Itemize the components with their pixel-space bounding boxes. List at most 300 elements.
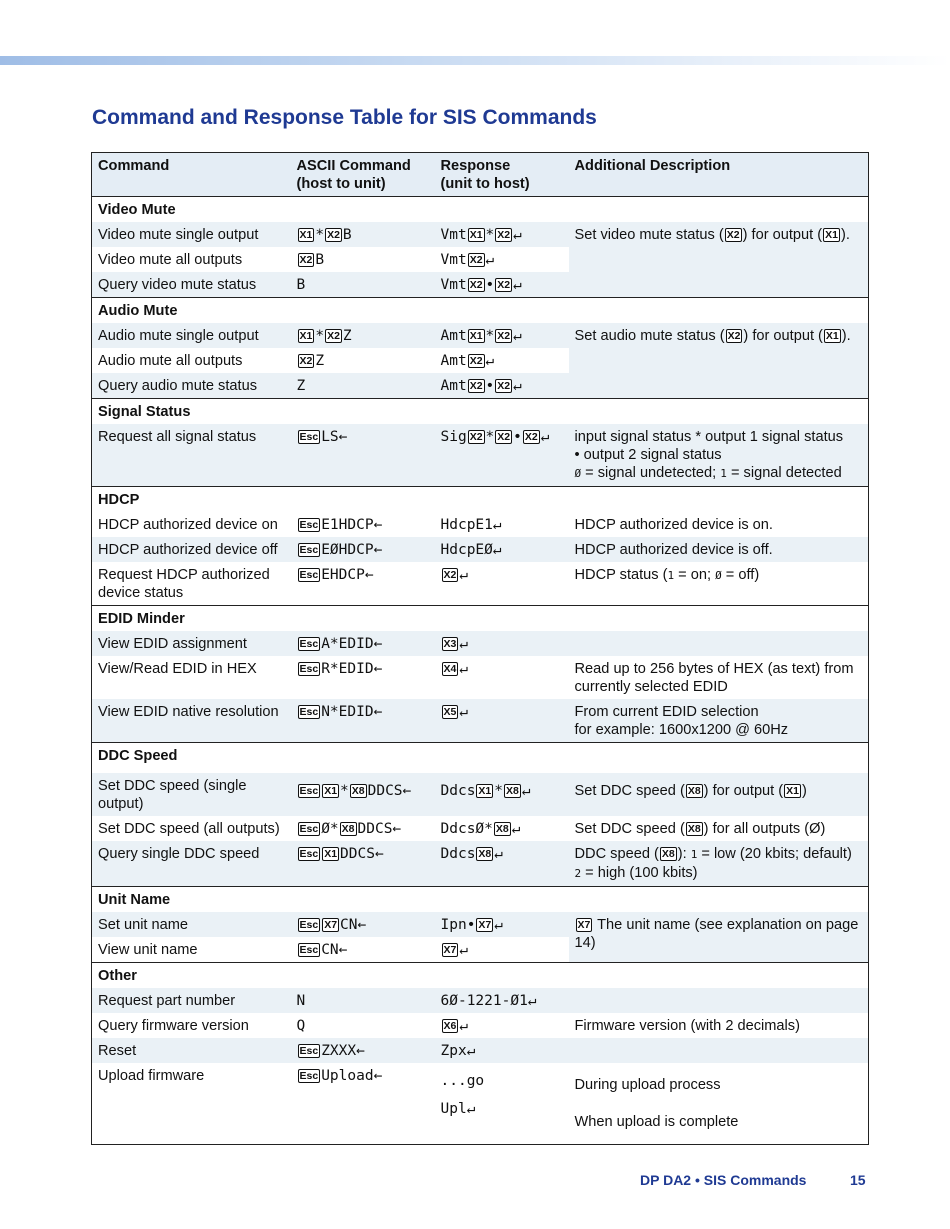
- table-row: [92, 222, 869, 247]
- table-header-row: [92, 153, 869, 197]
- cell-text: Vmt: [440, 252, 467, 268]
- table-cell: [435, 222, 569, 247]
- variable-key-box: X2: [497, 431, 511, 443]
- section-header: [92, 887, 869, 913]
- cell-text: ↵: [511, 821, 521, 837]
- table-cell: [291, 937, 435, 963]
- table-cell: Signal Status: [92, 399, 869, 425]
- variable-key-box: X8: [341, 823, 355, 835]
- table-cell: Set DDC speed (single output): [92, 773, 291, 816]
- table-cell: [435, 773, 569, 816]
- table-cell: [569, 816, 869, 841]
- variable-key-box: X2: [726, 229, 740, 241]
- cell-text: ←: [374, 846, 384, 862]
- table-cell: [291, 222, 435, 247]
- variable-key-box: X5: [443, 706, 457, 718]
- cell-text: ↵: [527, 993, 537, 1009]
- cell-text: Set DDC speed (: [574, 783, 685, 799]
- table-cell: Reset: [92, 1038, 291, 1063]
- table-row: [92, 424, 869, 487]
- variable-key-box: X1: [469, 330, 483, 342]
- col-header-description: [569, 153, 869, 197]
- cell-text: ) for output (: [742, 227, 823, 243]
- table-cell: [569, 562, 869, 606]
- cell-text: DDCS: [340, 846, 375, 862]
- cell-text: ←: [338, 942, 348, 958]
- section-header: [92, 487, 869, 513]
- cell-text: *: [315, 227, 325, 243]
- table-cell: Set unit name: [92, 912, 291, 937]
- variable-key-box: X2: [497, 380, 511, 392]
- cell-text: Set DDC speed (: [574, 821, 685, 837]
- variable-key-box: Esc: [299, 519, 319, 531]
- table-cell: [435, 247, 569, 272]
- table-cell: [569, 988, 869, 1013]
- table-cell: Video Mute: [98, 202, 176, 218]
- variable-key-box: Esc: [299, 544, 319, 556]
- table-cell: [291, 512, 435, 537]
- variable-key-box: Esc: [299, 944, 319, 956]
- col-header-response: [435, 153, 569, 197]
- variable-key-box: Esc: [299, 785, 319, 797]
- cell-text: ↵: [513, 277, 522, 293]
- variable-key-box: X4: [443, 663, 457, 675]
- table-cell: [435, 988, 569, 1013]
- variable-key-box: X2: [443, 569, 457, 581]
- cell-text: ↵: [459, 567, 469, 583]
- variable-key-box: Esc: [299, 1070, 319, 1082]
- sis-command-table: [91, 152, 869, 1145]
- variable-key-box: Esc: [299, 1045, 319, 1057]
- cell-text: ←: [392, 821, 402, 837]
- cell-text: ).: [841, 328, 851, 344]
- cell-text: ↵: [494, 846, 503, 862]
- cell-text: Set video mute status (: [574, 227, 724, 243]
- table-cell: Audio Mute: [92, 298, 869, 324]
- variable-key-box: X8: [687, 785, 701, 797]
- cell-text: ←: [402, 783, 412, 799]
- cell-text: Amt: [440, 353, 467, 369]
- table-cell: [435, 1063, 569, 1145]
- cell-text: Additional Description: [574, 158, 731, 174]
- cell-text: (host to unit): [296, 176, 386, 192]
- table-cell: [435, 323, 569, 348]
- table-cell: Firmware version (with 2 decimals): [574, 1018, 800, 1034]
- table-row: [92, 1013, 869, 1038]
- cell-text: = low (20 kbits; default): [697, 846, 852, 862]
- page-title: Command and Response Table for SIS Commands: [92, 106, 597, 129]
- table-cell: Read up to 256 bytes of HEX (as text) from currently selected EDID: [574, 661, 854, 695]
- cell-text: Upl: [440, 1101, 467, 1117]
- cell-text: When upload is complete: [574, 1114, 739, 1130]
- table-cell: [291, 348, 435, 373]
- cell-text: B: [315, 252, 325, 268]
- table-cell: [569, 424, 869, 487]
- cell-text: Ø: [574, 467, 582, 480]
- table-cell: [435, 1038, 569, 1063]
- cell-text: Ø: [715, 569, 722, 582]
- variable-key-box: X7: [478, 919, 492, 931]
- cell-text: CN: [340, 917, 358, 933]
- variable-key-box: X1: [825, 330, 839, 342]
- table-row: [92, 841, 869, 887]
- table-cell: Q: [296, 1018, 306, 1034]
- table-row: [92, 912, 869, 937]
- variable-key-box: X2: [469, 355, 483, 367]
- section-header: [92, 743, 869, 774]
- table-cell: View EDID native resolution: [92, 699, 291, 743]
- variable-key-box: X1: [324, 785, 338, 797]
- cell-text: •: [485, 277, 495, 293]
- table-cell: Query firmware version: [98, 1018, 249, 1034]
- cell-text: = off): [721, 567, 760, 583]
- cell-text: ↵: [485, 353, 495, 369]
- variable-key-box: X7: [324, 919, 338, 931]
- table-cell: [435, 512, 569, 537]
- variable-key-box: Esc: [299, 663, 319, 675]
- table-cell: [435, 1013, 569, 1038]
- table-cell: [569, 631, 869, 656]
- table-cell: EDID Minder: [92, 606, 869, 632]
- table-cell: [435, 562, 569, 606]
- cell-text: N*EDID: [321, 704, 374, 720]
- variable-key-box: X8: [687, 823, 701, 835]
- cell-text: From current EDID selection: [574, 704, 759, 720]
- variable-key-box: X2: [469, 431, 483, 443]
- table-cell: [291, 816, 435, 841]
- table-cell: HDCP authorized device on: [98, 517, 278, 533]
- cell-text: ↵: [540, 429, 550, 445]
- table-cell: [569, 773, 869, 816]
- table-cell: [291, 247, 435, 272]
- cell-text: 1: [690, 848, 698, 861]
- table-cell: DDC Speed: [92, 743, 869, 774]
- section-header: [92, 197, 869, 223]
- variable-key-box: X2: [524, 431, 538, 443]
- table-cell: N: [291, 988, 435, 1013]
- cell-text: LS: [321, 429, 339, 445]
- variable-key-box: X2: [327, 229, 340, 241]
- cell-text: ↵: [459, 1018, 469, 1034]
- variable-key-box: Esc: [299, 919, 319, 931]
- table-cell: [435, 937, 569, 963]
- cell-text: ↵: [513, 378, 522, 394]
- table-row: [92, 699, 869, 743]
- cell-text: ←: [356, 1043, 365, 1059]
- variable-key-box: X8: [495, 823, 509, 835]
- table-cell: Query audio mute status: [92, 373, 291, 399]
- variable-key-box: X2: [299, 355, 313, 367]
- cell-text: ASCII Command: [296, 158, 411, 174]
- variable-key-box: X8: [351, 785, 365, 797]
- cell-text: ↵: [459, 661, 469, 677]
- table-cell: Upload firmware: [98, 1068, 205, 1084]
- variable-key-box: X6: [443, 1020, 457, 1032]
- cell-text: The unit name (see explanation on page 14): [574, 917, 859, 951]
- table-cell: [435, 424, 569, 487]
- table-row: [92, 537, 869, 562]
- cell-text: HDCP status (: [574, 567, 668, 583]
- cell-text: ↵: [513, 328, 522, 344]
- table-cell: [569, 323, 869, 399]
- table-cell: [291, 699, 435, 743]
- cell-text: ↵: [459, 942, 469, 958]
- table-cell: Request all signal status: [92, 424, 291, 487]
- table-cell: Z: [291, 373, 435, 399]
- variable-key-box: X8: [506, 785, 519, 797]
- table-cell: Audio mute single output: [92, 323, 291, 348]
- header-gradient-bar: [0, 56, 950, 65]
- table-cell: [435, 816, 569, 841]
- table-row: [92, 1038, 869, 1063]
- cell-text: E1HDCP: [321, 517, 374, 533]
- table-cell: [435, 841, 569, 887]
- cell-text: Vmt: [440, 277, 467, 293]
- cell-text: ZXXX: [321, 1043, 357, 1059]
- cell-text: ) for output (: [743, 328, 823, 344]
- cell-text: ...go: [440, 1073, 485, 1089]
- table-cell: Request HDCP authorized device status: [98, 567, 270, 601]
- cell-text: ↵: [459, 704, 469, 720]
- variable-key-box: Esc: [299, 848, 319, 860]
- variable-key-box: X1: [299, 229, 313, 241]
- cell-text: input signal status * output 1 signal status: [574, 429, 844, 445]
- cell-text: B: [342, 227, 352, 243]
- cell-text: = on;: [674, 567, 716, 583]
- variable-key-box: Esc: [299, 638, 319, 650]
- section-header: [92, 298, 869, 324]
- section-header: [92, 606, 869, 632]
- cell-text: Vmt: [440, 227, 467, 243]
- cell-text: ↵: [466, 1101, 476, 1117]
- table-cell: [291, 537, 435, 562]
- cell-text: ) for output (: [703, 783, 784, 799]
- table-row: [92, 988, 869, 1013]
- table-row: [92, 1063, 869, 1145]
- cell-text: During upload process: [574, 1077, 721, 1093]
- table-cell: [291, 323, 435, 348]
- cell-text: ←: [338, 429, 348, 445]
- variable-key-box: X1: [478, 785, 492, 797]
- cell-text: ).: [840, 227, 850, 243]
- table-cell: [569, 699, 869, 743]
- table-cell: [435, 373, 569, 399]
- table-cell: [291, 912, 435, 937]
- variable-key-box: X2: [469, 279, 483, 291]
- cell-text: Z: [315, 353, 325, 369]
- variable-key-box: X7: [577, 919, 591, 931]
- cell-text: ←: [373, 517, 383, 533]
- cell-text: ←: [357, 917, 367, 933]
- cell-text: ←: [373, 636, 383, 652]
- table-cell: [291, 562, 435, 606]
- table-cell: HDCP authorized device is off.: [569, 537, 869, 562]
- table-cell: [435, 912, 569, 937]
- table-cell: Query video mute status: [92, 272, 291, 298]
- table-row: [92, 562, 869, 606]
- cell-text: DDCS: [367, 783, 403, 799]
- cell-text: ←: [373, 1068, 383, 1084]
- section-header: [92, 399, 869, 425]
- variable-key-box: X3: [443, 638, 457, 650]
- variable-key-box: X2: [727, 330, 741, 342]
- table-cell: [291, 1063, 435, 1145]
- cell-text: Ø*: [321, 821, 339, 837]
- table-cell: View unit name: [98, 942, 198, 958]
- cell-text: (unit to host): [440, 176, 530, 192]
- cell-text: HdcpE1: [440, 517, 493, 533]
- cell-text: = signal detected: [726, 465, 842, 481]
- cell-text: 1: [667, 569, 675, 582]
- cell-text: *: [485, 328, 495, 344]
- cell-text: = high (100 kbits): [581, 865, 698, 881]
- table-cell: [435, 272, 569, 298]
- table-cell: [435, 656, 569, 699]
- cell-text: Ipn•: [440, 917, 476, 933]
- cell-text: ←: [373, 661, 383, 677]
- table-cell: Set DDC speed (all outputs): [98, 821, 280, 837]
- cell-text: ↵: [492, 517, 502, 533]
- cell-text: Zpx: [440, 1043, 467, 1059]
- cell-text: *: [340, 783, 349, 799]
- footer-doc-title: DP DA2 • SIS Commands: [640, 1172, 807, 1188]
- variable-key-box: Esc: [299, 706, 319, 718]
- table-cell: [291, 1038, 435, 1063]
- cell-text: R*EDID: [321, 661, 374, 677]
- variable-key-box: X1: [469, 229, 483, 241]
- table-cell: HDCP: [92, 487, 869, 513]
- cell-text: ): [802, 783, 807, 799]
- table-cell: [569, 1063, 869, 1145]
- table-cell: HDCP authorized device off: [92, 537, 291, 562]
- cell-text: ) for all outputs (Ø): [703, 821, 826, 837]
- cell-text: DDCS: [357, 821, 393, 837]
- table-cell: B: [291, 272, 435, 298]
- table-row: [92, 816, 869, 841]
- cell-text: ↵: [485, 252, 495, 268]
- variable-key-box: X2: [469, 380, 483, 392]
- cell-text: Ddcs: [440, 783, 476, 799]
- cell-text: Sig: [440, 429, 467, 445]
- cell-text: Set audio mute status (: [574, 328, 725, 344]
- table-cell: [569, 841, 869, 887]
- cell-text: Amt: [440, 378, 467, 394]
- cell-text: 6Ø-1221-Ø1: [440, 993, 528, 1009]
- cell-text: ↵: [492, 542, 502, 558]
- variable-key-box: X2: [497, 330, 511, 342]
- variable-key-box: X2: [327, 330, 340, 342]
- table-cell: [291, 656, 435, 699]
- table-row: [92, 512, 869, 537]
- table-cell: [291, 631, 435, 656]
- cell-text: *: [494, 783, 503, 799]
- variable-key-box: X1: [299, 330, 313, 342]
- table-cell: [569, 1038, 869, 1063]
- variable-key-box: X8: [478, 848, 492, 860]
- table-cell: Unit Name: [92, 887, 869, 913]
- cell-text: Response: [440, 158, 511, 174]
- variable-key-box: X7: [443, 944, 457, 956]
- variable-key-box: X2: [299, 254, 313, 266]
- table-cell: [435, 699, 569, 743]
- cell-text: Z: [342, 328, 352, 344]
- table-cell: [435, 631, 569, 656]
- col-header-command: [92, 153, 291, 197]
- cell-text: ↵: [494, 917, 503, 933]
- table-cell: [435, 348, 569, 373]
- cell-text: EHDCP: [321, 567, 365, 583]
- table-cell: [569, 912, 869, 963]
- cell-text: *: [315, 328, 325, 344]
- cell-text: Ddcs: [440, 846, 476, 862]
- cell-text: *: [485, 429, 495, 445]
- cell-text: ←: [364, 567, 374, 583]
- table-cell: [569, 222, 869, 298]
- cell-text: Command: [98, 158, 170, 174]
- cell-text: EØHDCP: [321, 542, 374, 558]
- table-row: [92, 323, 869, 348]
- table-cell: [291, 773, 435, 816]
- table-cell: View EDID assignment: [92, 631, 291, 656]
- cell-text: ↵: [513, 227, 522, 243]
- variable-key-box: Esc: [299, 431, 319, 443]
- table-cell: [291, 841, 435, 887]
- cell-text: = signal undetected;: [581, 465, 721, 481]
- variable-key-box: X1: [324, 848, 338, 860]
- variable-key-box: X2: [497, 229, 511, 241]
- cell-text: •: [513, 429, 522, 445]
- table-cell: View/Read EDID in HEX: [98, 661, 257, 677]
- table-row: [92, 773, 869, 816]
- cell-text: for example: 1600x1200 @ 60Hz: [574, 722, 789, 738]
- col-header-ascii: [291, 153, 435, 197]
- cell-text: ↵: [521, 783, 531, 799]
- variable-key-box: X2: [497, 279, 511, 291]
- table-cell: Query single DDC speed: [92, 841, 291, 887]
- cell-text: A*EDID: [321, 636, 374, 652]
- cell-text: 2: [574, 867, 582, 880]
- cell-text: *: [485, 227, 495, 243]
- variable-key-box: X1: [825, 229, 838, 241]
- table-cell: [291, 424, 435, 487]
- cell-text: ←: [373, 704, 383, 720]
- cell-text: ):: [677, 846, 691, 862]
- cell-text: DDC speed (: [574, 846, 659, 862]
- cell-text: Upload: [321, 1068, 374, 1084]
- table-row: [92, 656, 869, 699]
- table-cell: [435, 537, 569, 562]
- cell-text: ↵: [466, 1043, 476, 1059]
- variable-key-box: Esc: [299, 569, 319, 581]
- cell-text: CN: [321, 942, 339, 958]
- table-cell: Audio mute all outputs: [98, 353, 243, 369]
- table-cell: HDCP authorized device is on.: [574, 517, 773, 533]
- cell-text: HdcpEØ: [440, 542, 493, 558]
- table-cell: Video mute single output: [92, 222, 291, 247]
- page-number: 15: [850, 1172, 866, 1188]
- cell-text: •: [485, 378, 495, 394]
- table-row: [92, 631, 869, 656]
- table-cell: Request part number: [92, 988, 291, 1013]
- cell-text: 1: [720, 467, 727, 480]
- table-cell: Video mute all outputs: [98, 252, 243, 268]
- cell-text: • output 2 signal status: [574, 447, 722, 463]
- table-cell: Other: [92, 963, 869, 989]
- cell-text: Amt: [440, 328, 467, 344]
- variable-key-box: X1: [786, 785, 799, 797]
- section-header: [92, 963, 869, 989]
- cell-text: ↵: [459, 636, 469, 652]
